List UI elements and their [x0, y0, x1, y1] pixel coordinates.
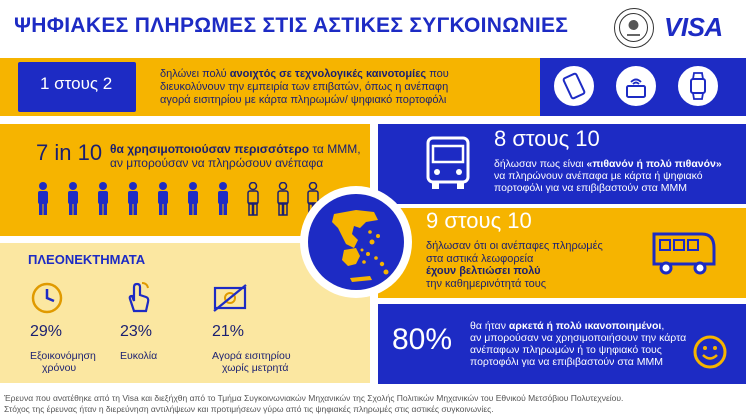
- person-icon: [158, 182, 168, 215]
- people-icons: [36, 182, 336, 216]
- stat1-description: δηλώνει πολύ ανοιχτός σε τεχνολογικές καινοτομίες που διευκολύνουν την εμπειρία των επιβατών, όπως η ανέπαφη αγορά εισιτηρίου με κάρτα πληρωμών/ ψηφιακό πορτοφόλι: [160, 68, 449, 106]
- footer-note-2: Στόχος της έρευνας ήταν η διερεύνηση αντιλήψεων και προτιμήσεων γύρω από τις ψηφιακές πληρωμές στις αστικές συγκοινωνίες.: [4, 404, 494, 414]
- benefit-time-label: Εξοικονόμηση χρόνου: [30, 350, 96, 374]
- person-outline-icon: [248, 183, 258, 216]
- stat5-value: 80%: [392, 323, 453, 356]
- person-icon: [68, 182, 78, 215]
- greece-map-icon: [306, 192, 406, 297]
- stat2-value: 7 in 10: [36, 140, 103, 165]
- person-outline-icon: [278, 183, 288, 216]
- person-icon: [98, 182, 108, 215]
- no-cash-icon: [212, 283, 248, 318]
- stat4-description: δήλωσαν ότι οι ανέπαφες πληρωμές στα αστικά λεωφορεία έχουν βελτιώσει πολύ την καθημερινότητά τους: [426, 240, 603, 290]
- benefit-cashless-percent: 21%: [212, 323, 245, 340]
- stat3-value: 8 στους 10: [494, 126, 600, 151]
- phone-pay-icon: [552, 64, 596, 108]
- stat1-value: 1 στους 2: [40, 74, 113, 93]
- person-icon: [218, 182, 228, 215]
- benefit-ease-label: Ευκολία: [120, 350, 158, 362]
- smiley-icon: [692, 334, 728, 375]
- stat2-description: θα χρησιμοποιούσαν περισσότερο τα ΜΜΜ, αν μπορούσαν να πληρώσουν ανέπαφα: [110, 142, 361, 170]
- clock-icon: [30, 281, 64, 320]
- stat3-description: δήλωσαν πως είναι «πιθανόν ή πολύ πιθανόν» να πληρώνουν ανέπαφα με κάρτα ή ψηφιακό πορτοφόλι για να επιβιβαστούν στα ΜΜΜ: [494, 158, 722, 194]
- benefit-cashless-label: Αγορά εισιτηρίου χωρίς μετρητά: [212, 350, 291, 374]
- benefits-heading: ΠΛΕΟΝΕΚΤΗΜΑΤΑ: [28, 252, 146, 267]
- stat4-value: 9 στους 10: [426, 208, 532, 233]
- smartwatch-pay-icon: [676, 64, 720, 108]
- stat5-description: θα ήταν αρκετά ή πολύ ικανοποιημένοι, αν μπορούσαν να χρησιμοποιήσουν την κάρτα ανέπαφων πληρωμών ή το ψηφιακό τους πορτοφόλι για να επιβιβαστούν στα ΜΜΜ: [470, 320, 687, 368]
- tap-hand-icon: [120, 279, 156, 320]
- benefit-time-percent: 29%: [30, 323, 63, 340]
- person-icon: [128, 182, 138, 215]
- person-icon: [38, 182, 48, 215]
- university-seal-logo: [614, 8, 654, 48]
- card-contactless-icon: [614, 64, 658, 108]
- benefit-ease-percent: 23%: [120, 323, 153, 340]
- coach-bus-icon: [650, 228, 718, 281]
- footer-note-1: Έρευνα που ανατέθηκε από τη Visa και διεξήχθη από το Τμήμα Συγκοινωνιακών Μηχανικών της Σχολής Πολιτικών Μηχανικών του Εθνικού Μετσόβιου Πολυτεχνείου.: [4, 393, 624, 403]
- people-pictogram: [36, 182, 336, 216]
- visa-logo: VISA: [664, 12, 723, 42]
- bus-icon: [420, 134, 476, 197]
- page-title: ΨΗΦΙΑΚΕΣ ΠΛΗΡΩΜΕΣ ΣΤΙΣ ΑΣΤΙΚΕΣ ΣΥΓΚΟΙΝΩΝΙΕΣ: [14, 14, 569, 37]
- person-icon: [188, 182, 198, 215]
